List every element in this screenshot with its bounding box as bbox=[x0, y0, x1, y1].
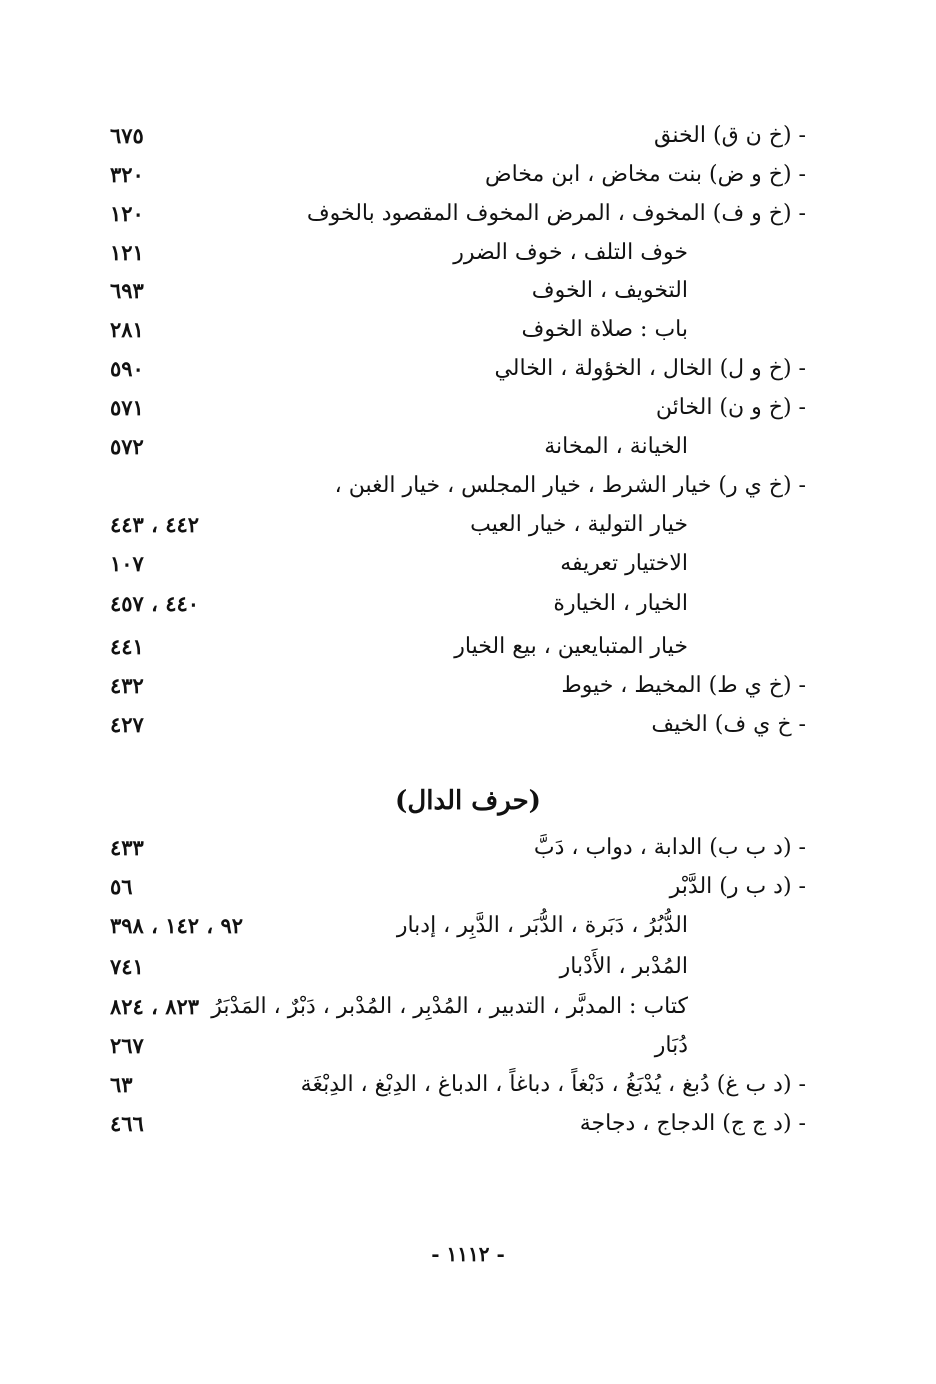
entry-pages: ٥٧٢ bbox=[110, 434, 144, 459]
entry-pages: ٤٦٦ bbox=[110, 1111, 144, 1136]
index-entry bbox=[0, 1105, 936, 1143]
entry-term: باب : صلاة الخوف bbox=[521, 317, 688, 342]
entry-term: - (د ب ر) الدَّبْر bbox=[669, 874, 806, 899]
entry-pages: ١٢١ bbox=[110, 240, 144, 265]
entry-pages: ٤٣٢ bbox=[110, 673, 144, 698]
index-entry bbox=[0, 272, 936, 310]
index-entry bbox=[0, 156, 936, 194]
entry-pages: ١٠٧ bbox=[110, 551, 144, 576]
entry-term: الخيار ، الخيارة bbox=[553, 591, 688, 616]
entry-pages: ٥٧١ bbox=[110, 395, 144, 420]
entry-term: المُدْبر ، الأَدْبار bbox=[559, 954, 688, 979]
section-heading: (حرف الدال) bbox=[395, 786, 541, 816]
index-entry bbox=[0, 311, 936, 349]
entry-term: خيار المتبايعين ، بيع الخيار bbox=[454, 634, 688, 659]
entry-term: التخويف ، الخوف bbox=[531, 278, 688, 303]
entry-pages: ٦٣ bbox=[110, 1072, 133, 1097]
entry-term: خيار التولية ، خيار العيب bbox=[470, 512, 688, 537]
index-entry bbox=[0, 467, 936, 505]
entry-term: - (خ و ل) الخال ، الخؤولة ، الخالي bbox=[494, 356, 806, 381]
entry-pages: ٤٤٠ ، ٤٥٧ bbox=[110, 591, 200, 616]
entry-pages: ٦٩٣ bbox=[110, 278, 144, 303]
entry-pages: ٢٦٧ bbox=[110, 1033, 144, 1058]
entry-term: - (د ج ج) الدجاج ، دجاجة bbox=[579, 1111, 806, 1136]
entry-pages: ٤٢٧ bbox=[110, 712, 144, 737]
entry-term: الخيانة ، المخانة bbox=[544, 434, 688, 459]
entry-term: خوف التلف ، خوف الضرر bbox=[453, 240, 688, 265]
entry-term: - (خ ن ق) الخنق bbox=[653, 123, 806, 148]
entry-pages: ٢٨١ bbox=[110, 317, 144, 342]
entry-term: - (د ب غ) دُبغ ، يُدْبَغُ ، دَبْغاً ، دباغاً ، الدباغ ، الدِبْغ ، الدِبْغَة bbox=[300, 1072, 806, 1097]
entry-pages: ٤٤١ bbox=[110, 634, 144, 659]
entry-pages: ٩٢ ، ١٤٢ ، ٣٩٨ bbox=[110, 913, 244, 938]
index-entry bbox=[0, 195, 936, 233]
entry-term: - (خ و ف) المخوف ، المرض المخوف المقصود بالخوف bbox=[306, 201, 806, 226]
index-entry bbox=[0, 1066, 936, 1104]
index-entry bbox=[0, 868, 936, 906]
entry-term: - (د ب ب) الدابة ، دواب ، دَبَّ bbox=[533, 835, 806, 860]
index-entry bbox=[0, 829, 936, 867]
entry-term: - (خ ي ط) المخيط ، خيوط bbox=[561, 673, 806, 698]
index-entry bbox=[0, 545, 936, 583]
entry-term: كتاب : المدبَّر ، التدبير ، المُدْبِر ، المُدْبر ، دَبْرٌ ، المَدْبَرُ bbox=[211, 994, 688, 1019]
entry-pages: ٥٩٠ bbox=[110, 356, 144, 381]
entry-term: الدُّبُرُ ، دَبَرة ، الدُّبَر ، الدَّبِر ، إدبار bbox=[396, 913, 688, 938]
entry-pages: ١٢٠ bbox=[110, 201, 144, 226]
index-entry bbox=[0, 428, 936, 466]
entry-pages: ٦٧٥ bbox=[110, 123, 144, 148]
index-entry bbox=[0, 389, 936, 427]
index-entry bbox=[0, 988, 936, 1026]
entry-term: دُبَار bbox=[654, 1033, 688, 1058]
entry-term: - (خ ي ر) خيار الشرط ، خيار المجلس ، خيار الغبن ، bbox=[334, 473, 806, 498]
index-entry bbox=[0, 350, 936, 388]
entry-pages: ٣٢٠ bbox=[110, 162, 144, 187]
index-entry bbox=[0, 628, 936, 666]
index-entry bbox=[0, 667, 936, 705]
entry-pages: ٥٦ bbox=[110, 874, 133, 899]
index-entry bbox=[0, 1027, 936, 1065]
index-entry bbox=[0, 706, 936, 744]
index-entry bbox=[0, 117, 936, 155]
entry-pages: ٧٤١ bbox=[110, 954, 144, 979]
entry-term: - (خ و ض) بنت مخاض ، ابن مخاض bbox=[485, 162, 806, 187]
entry-pages: ٨٢٣ ، ٨٢٤ bbox=[110, 994, 200, 1019]
page-number: - ١١١٢ - bbox=[431, 1242, 505, 1266]
index-entry bbox=[0, 234, 936, 272]
entry-term: - خ ي ف) الخيف bbox=[651, 712, 806, 737]
entry-term: - (خ و ن) الخائن bbox=[655, 395, 806, 420]
index-entry bbox=[0, 585, 936, 623]
index-entry bbox=[0, 506, 936, 544]
index-entry bbox=[0, 948, 936, 986]
entry-term: الاختيار تعريفه bbox=[560, 551, 688, 576]
entry-pages: ٤٤٢ ، ٤٤٣ bbox=[110, 512, 200, 537]
index-entry bbox=[0, 907, 936, 945]
entry-pages: ٤٣٣ bbox=[110, 835, 144, 860]
